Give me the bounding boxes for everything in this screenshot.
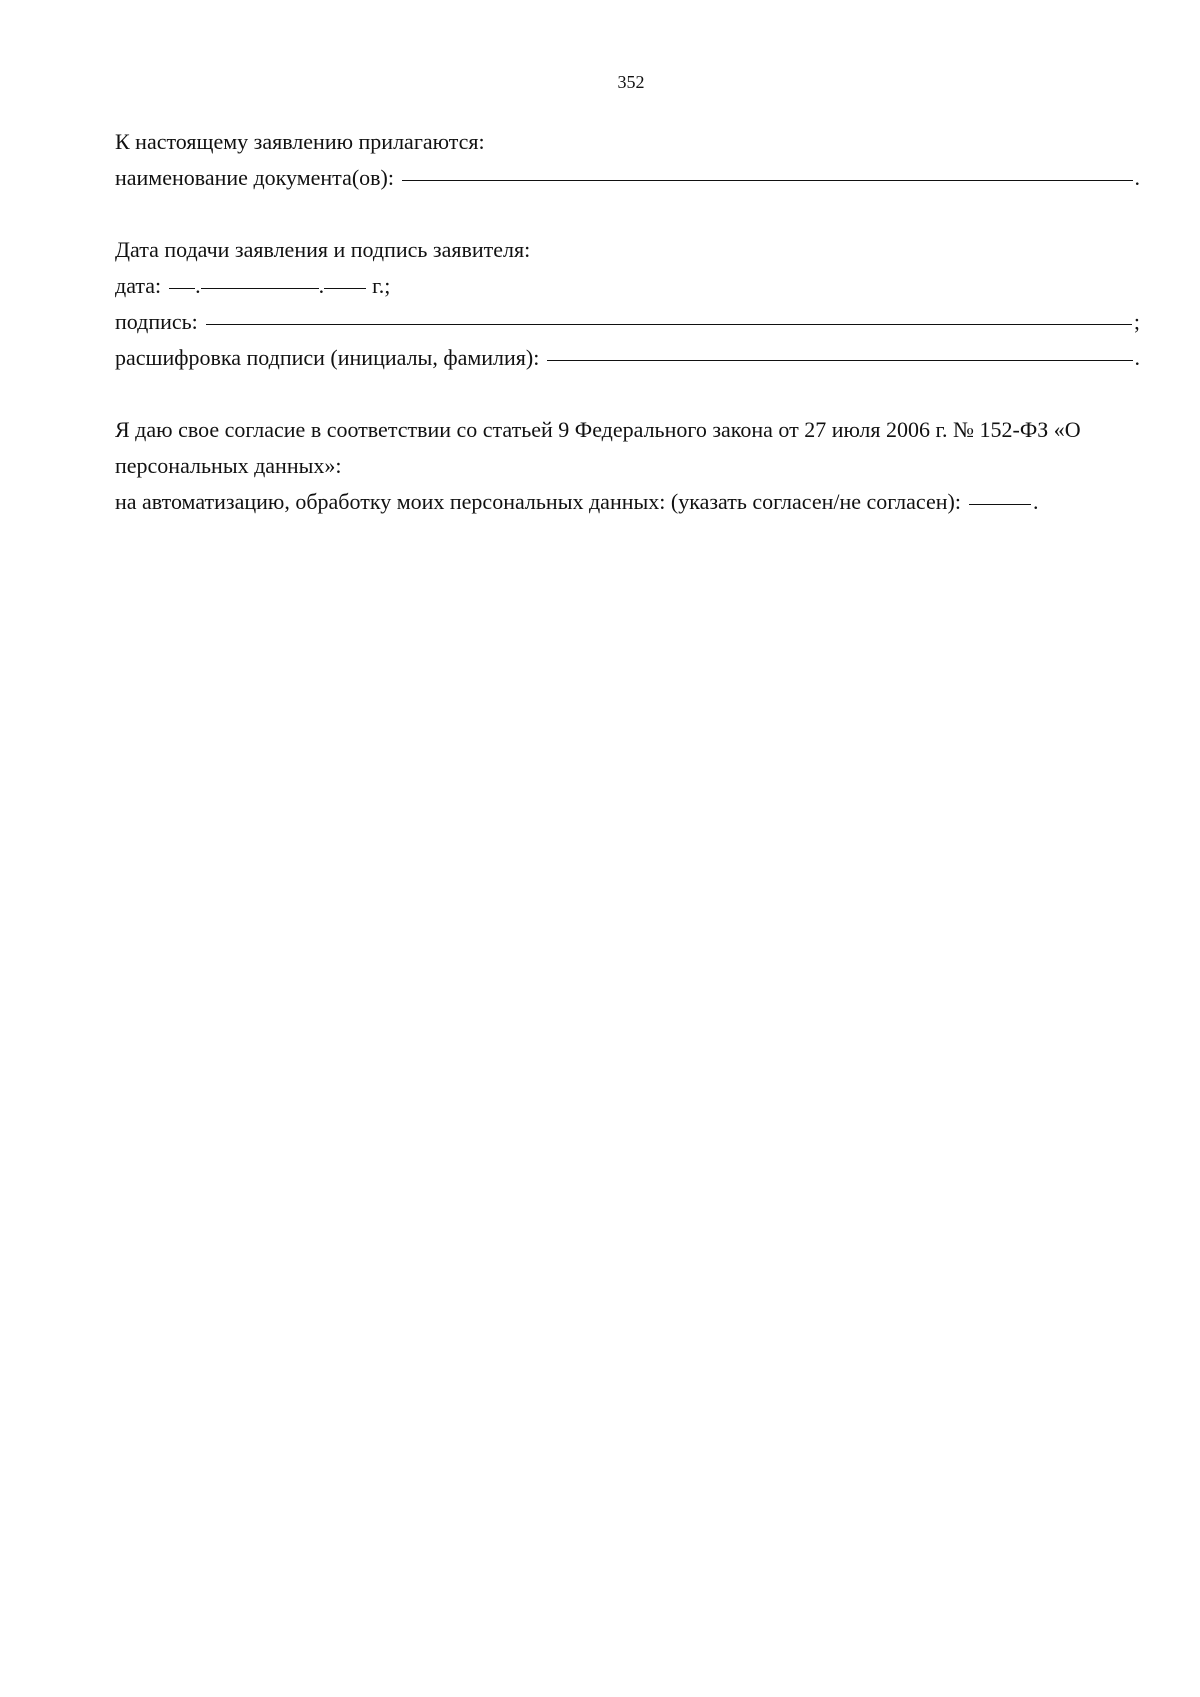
documents-label: наименование документа(ов): xyxy=(115,165,394,190)
consent-automation-end: . xyxy=(1032,489,1039,514)
date-line xyxy=(115,268,1140,304)
signature-decode-line xyxy=(115,340,1140,376)
documents-line xyxy=(115,160,1140,196)
signature-decode-end: . xyxy=(1134,345,1140,370)
signature-heading xyxy=(115,232,1140,268)
signature-label: подпись: xyxy=(115,309,198,334)
attachments-heading-text: К настоящему заявлению прилагаются: xyxy=(115,129,485,154)
documents-end: . xyxy=(1134,165,1140,190)
consent-automation-label: на автоматизацию, обработку моих персональных данных: (указать согласен/не согласен): xyxy=(115,489,961,514)
date-label: дата: xyxy=(115,273,162,298)
consent-answer-field[interactable] xyxy=(969,482,1031,505)
signature-decode-field[interactable] xyxy=(547,338,1132,361)
signature-field[interactable] xyxy=(206,302,1132,325)
date-year-suffix: г.; xyxy=(372,273,391,298)
date-month-field[interactable] xyxy=(201,266,319,289)
attachments-heading xyxy=(115,124,1140,160)
consent-paragraph: Я даю свое согласие в соответствии со статьей 9 Федерального закона от 27 июля 2006 г. № 152-ФЗ «О персональных данных»: xyxy=(115,417,1081,478)
date-dot-2: . xyxy=(318,273,325,298)
consent-automation-line xyxy=(115,484,1140,520)
date-year-field[interactable] xyxy=(324,266,366,289)
signature-heading-text: Дата подачи заявления и подпись заявителя: xyxy=(115,237,531,262)
date-day-field[interactable] xyxy=(169,266,195,289)
spacer xyxy=(115,196,1140,232)
page-number: 352 xyxy=(617,72,645,92)
spacer xyxy=(115,376,1140,412)
date-dot-1: . xyxy=(195,273,201,298)
signature-end: ; xyxy=(1133,309,1140,334)
signature-decode-label: расшифровка подписи (инициалы, фамилия): xyxy=(115,345,540,370)
application-form xyxy=(115,124,1140,520)
signature-line xyxy=(115,304,1140,340)
documents-field[interactable] xyxy=(402,158,1133,181)
